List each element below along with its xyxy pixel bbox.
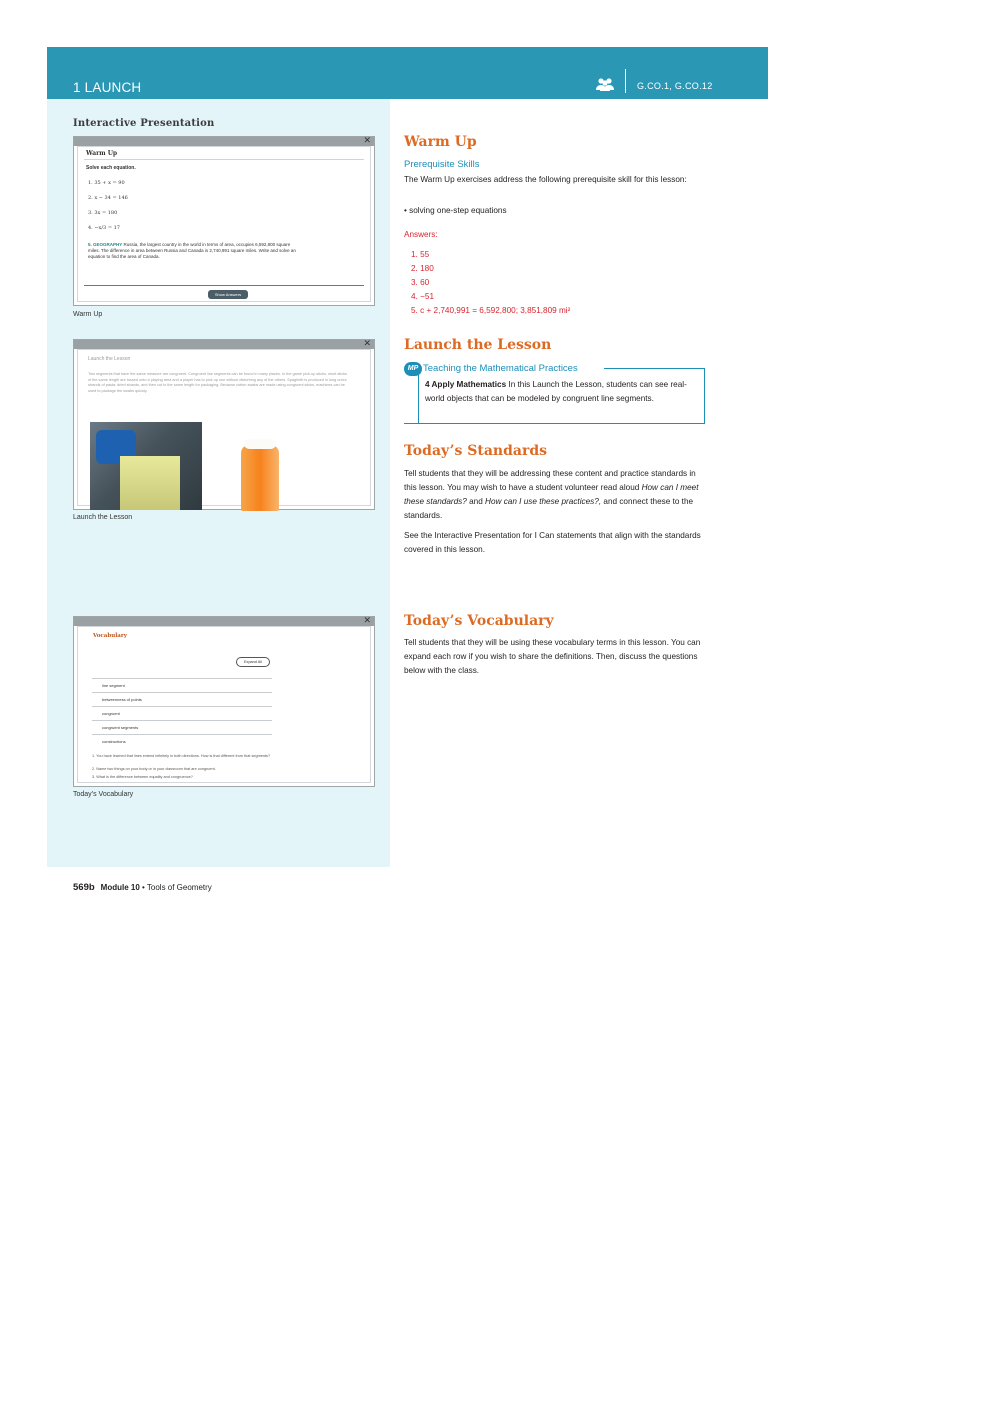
- interactive-presentation-title: Interactive Presentation: [73, 118, 215, 129]
- header-bar: [47, 47, 768, 99]
- text-run: and: [466, 497, 486, 506]
- box-rule: [604, 368, 705, 369]
- window-bar: [74, 137, 374, 146]
- screen-title: Vocabulary: [93, 633, 127, 639]
- answer-item: 1. 55: [411, 250, 430, 259]
- answer-item: 2. 180: [411, 264, 434, 273]
- problem-3: 3. 3x = 180: [88, 210, 118, 216]
- vocabulary-heading: Today’s Vocabulary: [404, 613, 554, 629]
- show-answers-button[interactable]: Show Answers: [208, 290, 248, 299]
- swab-tips: [244, 439, 276, 449]
- cloth-shape: [120, 456, 180, 510]
- standards-paragraph: [404, 467, 709, 523]
- vocab-term[interactable]: congruent segments: [92, 720, 272, 734]
- launch-lesson-screenshot: [73, 339, 375, 510]
- divider: [84, 159, 364, 160]
- problem-2: 2. x − 34 = 146: [88, 195, 128, 201]
- expand-all-button[interactable]: Expand All: [236, 657, 270, 667]
- screen-content: [77, 626, 371, 783]
- text-run: Tell students that they will be addressing these content and practice standards in this lesson. You may wish to have a student volunteer read aloud: [404, 469, 696, 492]
- standards-paragraph-2: See the Interactive Presentation for I Can statements that align with the standards covered in this lesson.: [404, 531, 701, 554]
- module-topic: Tools of Geometry: [146, 883, 212, 892]
- screen-title: Warm Up: [86, 150, 118, 157]
- mp-badge-icon: MP: [404, 362, 422, 376]
- screen-content: [77, 349, 371, 506]
- launch-lesson-caption: Launch the Lesson: [73, 514, 133, 521]
- window-bar: [74, 617, 374, 626]
- group-icon: [595, 77, 615, 91]
- text-run: How can I use these practices?,: [485, 497, 602, 506]
- math-practices-title: Teaching the Mathematical Practices: [423, 363, 578, 374]
- text-run: and connect these to the standards.: [404, 497, 694, 520]
- problem-1: 1. 35 + x = 90: [88, 180, 125, 186]
- warm-up-screenshot: [73, 136, 375, 306]
- practice-name: 4 Apply Mathematics: [425, 380, 507, 389]
- answers-label: Answers:: [404, 230, 438, 239]
- prerequisite-skill: • solving one-step equations: [404, 206, 507, 215]
- close-icon: ✕: [363, 615, 371, 625]
- page-number: 569b: [73, 882, 95, 893]
- instruction: Solve each equation.: [86, 165, 136, 171]
- warm-up-caption: Warm Up: [73, 311, 103, 318]
- section-title: 1 LAUNCH: [73, 80, 142, 95]
- vocabulary-caption: Today’s Vocabulary: [73, 791, 134, 798]
- standards-codes: G.CO.1, G.CO.12: [637, 81, 713, 91]
- problem-4: 4. −x/3 = 17: [88, 225, 120, 231]
- standards-heading: Today’s Standards: [404, 443, 548, 459]
- answer-item: 5. c + 2,740,991 = 6,592,800; 3,851,809 mi²: [411, 306, 571, 315]
- answer-item: 4. −51: [411, 292, 434, 301]
- vocabulary-paragraph: Tell students that they will be using these vocabulary terms in this lesson. You can expand each row if you wish to share the definitions. Then, discuss the questions below with the class.: [404, 638, 701, 675]
- vocab-question: 3. What is the difference between equality and congruence?: [92, 775, 193, 779]
- geography-text: Russia, the largest country in the world in terms of area, occupies 6,592,800 square miles. The difference in area between Russia and Canada is 2,740,991 square miles. Write and solve an equation to find the area of Canada.: [88, 242, 296, 259]
- screen-title: Launch the Lesson: [88, 356, 131, 362]
- math-practices-box: [404, 363, 705, 424]
- vocab-question: 1. You have learned that lines extend infinitely in both directions. How is that different from that segments?: [92, 754, 271, 758]
- screen-content: [77, 146, 371, 302]
- answer-item: 3. 60: [411, 278, 430, 287]
- close-icon: ✕: [363, 338, 371, 348]
- footer-separator: •: [139, 883, 147, 892]
- vocabulary-screenshot: [73, 616, 375, 787]
- practice-description: In this Launch the Lesson, students can see real-world objects that can be modeled by congruent line segments.: [425, 380, 687, 403]
- close-icon: ✕: [363, 135, 371, 145]
- box-rule: [418, 374, 419, 424]
- vocab-term[interactable]: constructions: [92, 734, 272, 748]
- vocab-term[interactable]: betweenness of points: [92, 692, 272, 706]
- warm-up-intro: The Warm Up exercises address the following prerequisite skill for this lesson:: [404, 175, 687, 184]
- cotton-swabs-photo: [241, 445, 279, 511]
- machine-photo: [90, 422, 202, 510]
- geography-problem: [88, 242, 298, 260]
- geography-label: 5. GEOGRAPHY: [88, 242, 123, 247]
- header-divider: [625, 69, 626, 93]
- window-bar: [74, 340, 374, 349]
- launch-lesson-heading: Launch the Lesson: [404, 337, 552, 353]
- module-label: Module 10: [100, 883, 140, 892]
- text-run: How can I meet these standards?: [404, 483, 699, 506]
- page-footer: [73, 882, 212, 893]
- math-practices-text: [425, 378, 695, 406]
- vocab-term[interactable]: line segment: [92, 678, 272, 692]
- vocab-question: 2. Name two things on your body or in your classroom that are congruent.: [92, 767, 216, 771]
- vocab-term[interactable]: congruent: [92, 706, 272, 720]
- warm-up-heading: Warm Up: [404, 134, 477, 150]
- prerequisite-skills-subheading: Prerequisite Skills: [404, 159, 480, 170]
- launch-text: Two segments that have the same measure are congruent. Congruent line segments can be found in many places. In the game pick-up sticks, short sticks of the same length are tossed onto a playing area and a player has to pick up one without disturbing any of the others. Spaghetti is produced in long uncut strands of pasta; dried strands, and then cut to the same length for packaging. Because cotton swabs are made using congruent sticks, machines can be used to package the swabs quickly.: [88, 372, 347, 393]
- divider: [84, 285, 364, 286]
